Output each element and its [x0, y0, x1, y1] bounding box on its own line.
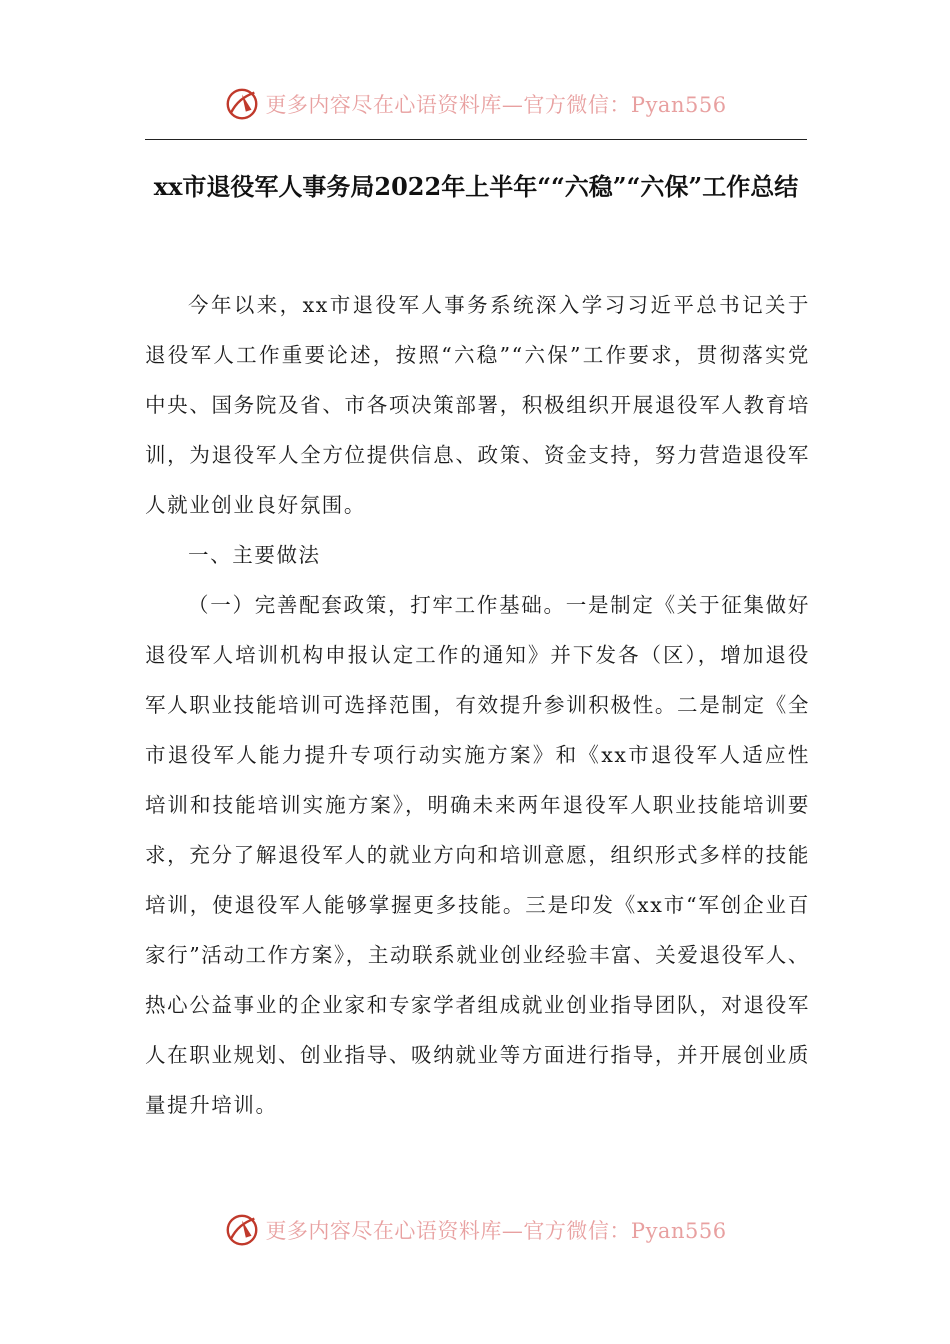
- banner-text: 更多内容尽在心语资料库—官方微信：Pyan556: [265, 1219, 727, 1243]
- intro-paragraph: 今年以来，xx市退役军人事务系统深入学习习近平总书记关于退役军人工作重要论述，按照“六稳”“六保”工作要求，贯彻落实党中央、国务院及省、市各项决策部署，积极组织开展退役军人教育培训，为退役军人全方位提供信息、政策、资金支持，努力营造退役军人就业创业良好氛围。: [145, 293, 810, 517]
- document-body: [145, 280, 810, 1130]
- pen-swirl-logo-icon: [223, 85, 261, 123]
- header-divider: [145, 139, 807, 140]
- section-paragraph: （一）完善配套政策，打牢工作基础。一是制定《关于征集做好退役军人培训机构申报认定工作的通知》并下发各（区），增加退役军人职业技能培训可选择范围，有效提升参训积极性。二是制定《全市退役军人能力提升专项行动实施方案》和《xx市退役军人适应性培训和技能培训实施方案》，明确未来两年退役军人职业技能培训要求，充分了解退役军人的就业方向和培训意愿，组织形式多样的技能培训，使退役军人能够掌握更多技能。三是印发《xx市“军创企业百家行”活动工作方案》，主动联系就业创业经验丰富、关爱退役军人、热心公益事业的企业家和专家学者组成就业创业指导团队，对退役军人在职业规划、创业指导、吸纳就业等方面进行指导，并开展创业质量提升培训。: [145, 593, 810, 1117]
- footer-banner: [0, 1210, 950, 1250]
- pen-swirl-logo-icon: [223, 1211, 261, 1249]
- section-heading: 一、主要做法: [188, 543, 321, 567]
- banner-text: 更多内容尽在心语资料库—官方微信：Pyan556: [265, 93, 727, 117]
- document-title: xx市退役军人事务局2022年上半年““六稳”“六保”工作总结: [153, 172, 799, 201]
- header-banner: [0, 84, 950, 124]
